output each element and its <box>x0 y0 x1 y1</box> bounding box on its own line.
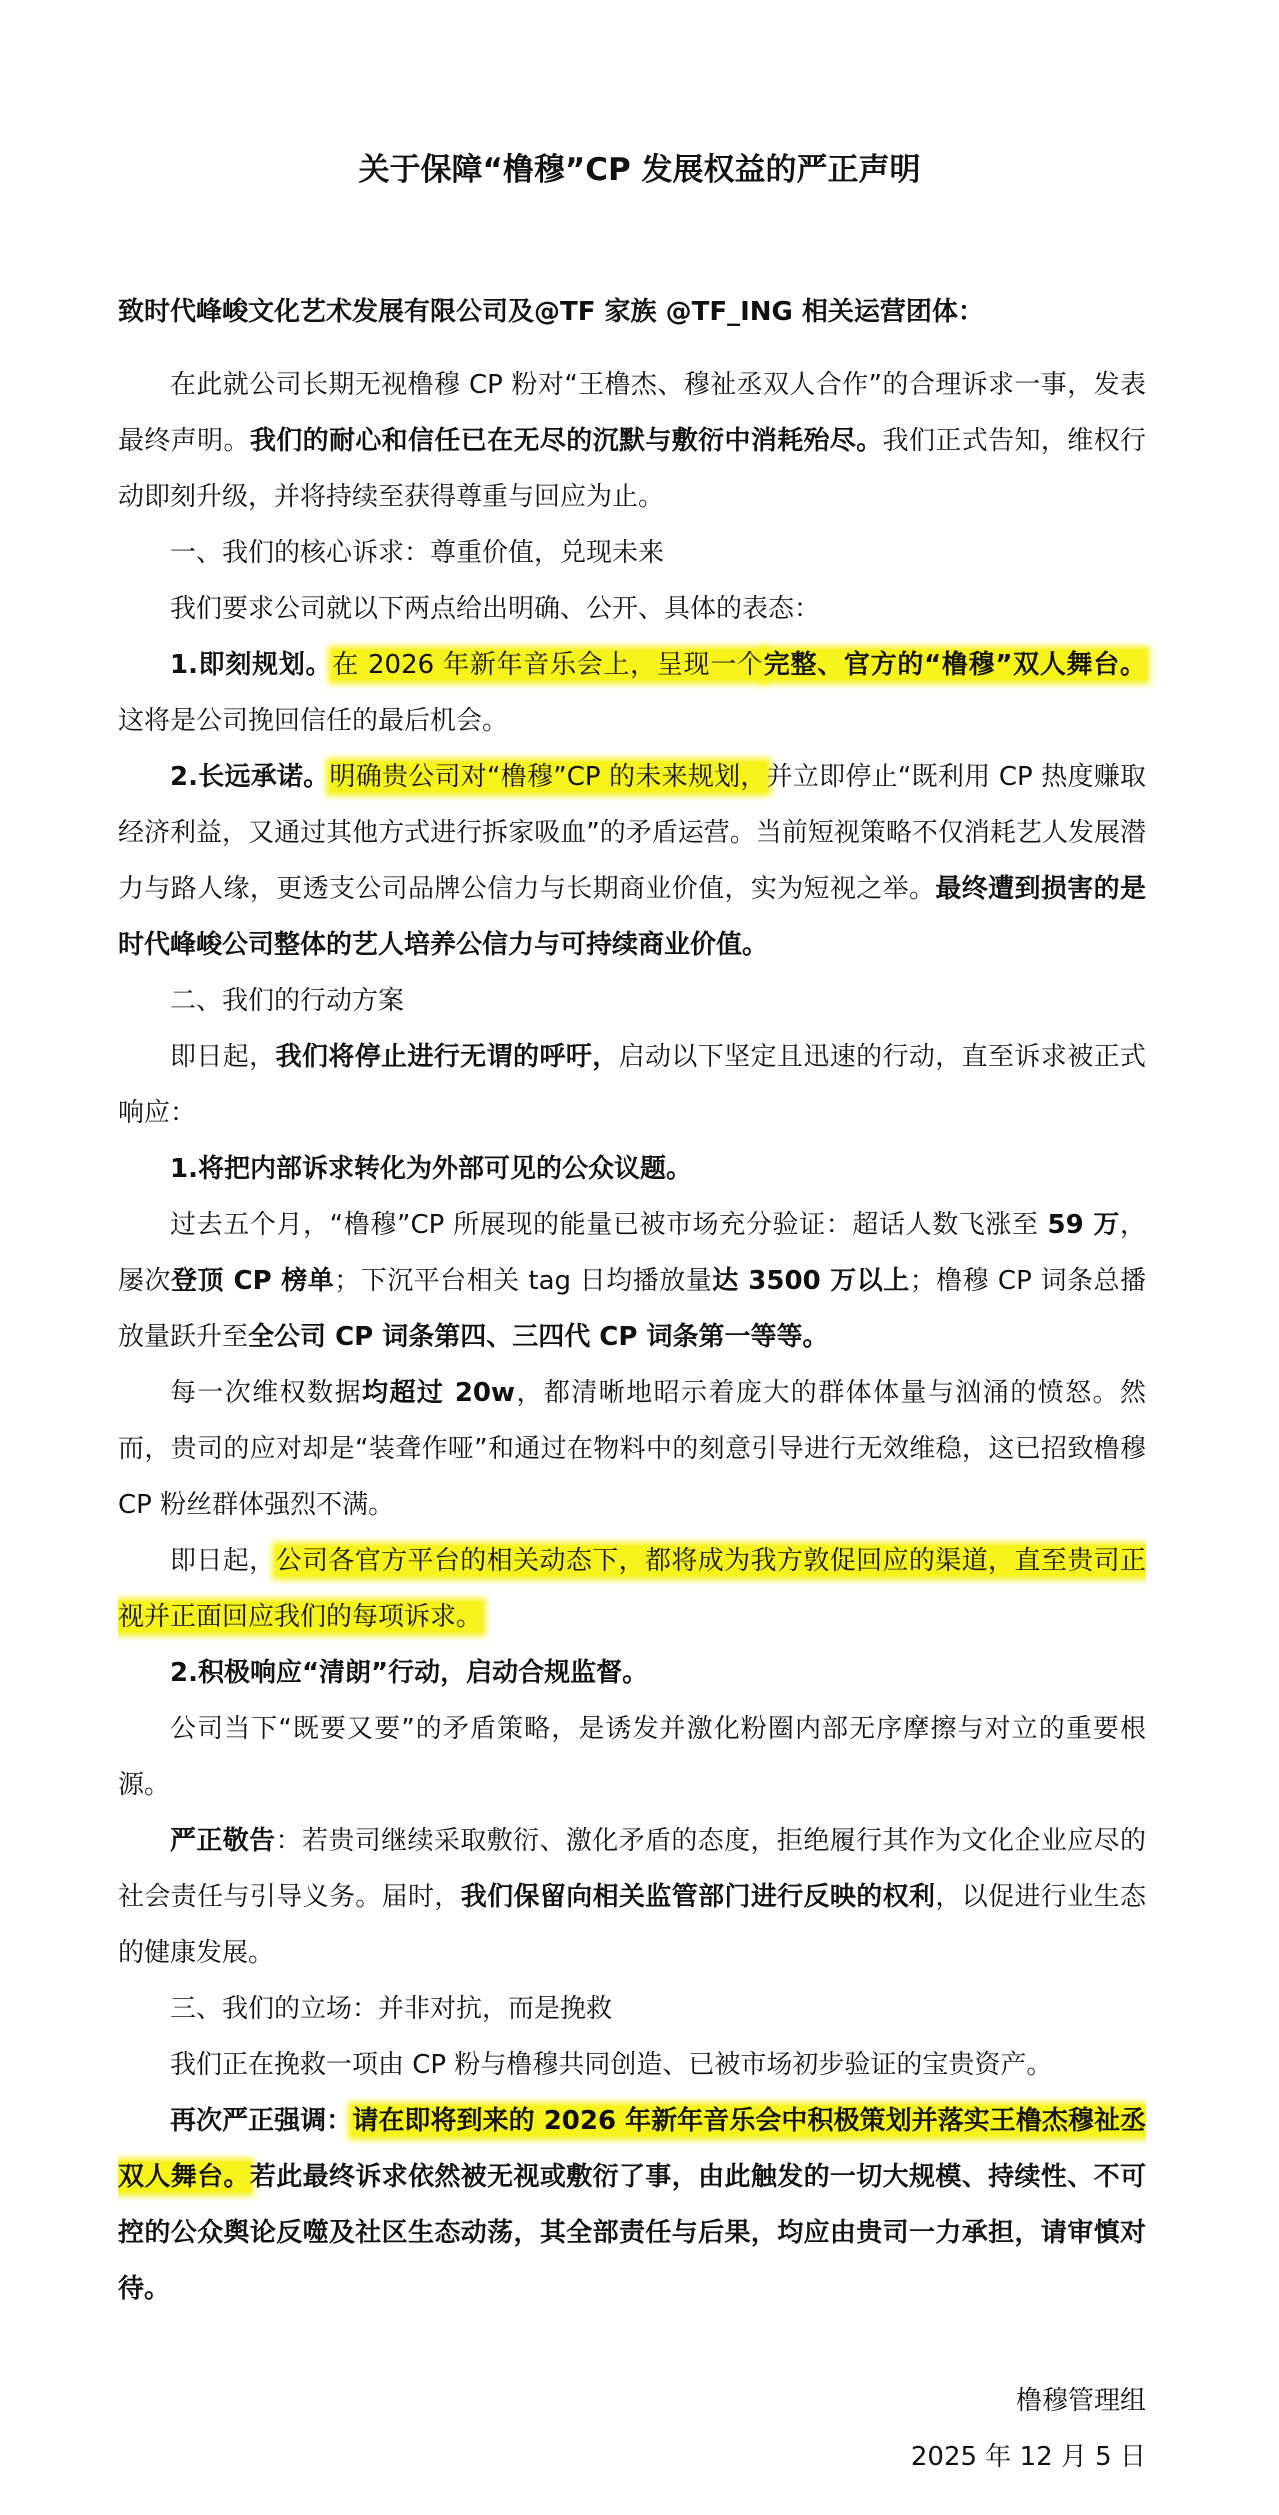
paragraph <box>118 1981 1146 2037</box>
bold-text: 2.长远承诺。 <box>170 762 330 792</box>
text-run: 二、我们的行动方案 <box>170 986 405 1016</box>
text-run: 并立即停止“既利用 CP 热度赚取经济利益，又通过其他方式进行拆家吸血”的矛盾运营。当前短视策略不仅消耗艺人发展潜力与路人缘，更透支公司品牌公信力与长期商业价值，实为短视之举。 <box>118 762 1146 904</box>
paragraph <box>118 1701 1146 1813</box>
paragraph-list <box>118 357 1146 2317</box>
paragraph <box>118 1141 1146 1197</box>
highlighted-text: 在 2026 年新年音乐会上，呈现一个 <box>332 650 764 680</box>
text-run: 公司当下“既要又要”的矛盾策略，是诱发并激化粉圈内部无序摩擦与对立的重要根源。 <box>118 1714 1146 1800</box>
highlighted-text: 请在即将到来的 2026 年新年音乐会中积极策划并落实王橹杰穆祉丞双人舞台。 <box>118 2106 1146 2192</box>
bold-text: 1.即刻规划。 <box>170 650 333 680</box>
paragraph <box>118 2037 1146 2093</box>
highlighted-text: 公司各官方平台的相关动态下，都将成为我方敦促回应的渠道，直至贵司正视并正面回应我们的每项诉求。 <box>118 1546 1146 1632</box>
text-run: 我们正式告知，维权行动即刻升级，并将持续至获得尊重与回应为止。 <box>118 426 1146 512</box>
bold-text: 再次严正强调： <box>170 2106 353 2136</box>
bold-text: 1.将把内部诉求转化为外部可见的公众议题。 <box>170 1154 692 1184</box>
paragraph <box>118 581 1146 637</box>
bold-text: 严正敬告 <box>170 1826 276 1856</box>
text-run: ，以促进行业生态的健康发展。 <box>118 1882 1146 1968</box>
paragraph <box>118 1197 1146 1365</box>
paragraph <box>118 2093 1146 2317</box>
text-run: ；橹穆 CP 词条总播放量跃升至 <box>118 1266 1146 1352</box>
text-run: 启动以下坚定且迅速的行动，直至诉求被正式响应： <box>118 1042 1146 1128</box>
salutation: 致时代峰峻文化艺术发展有限公司及@TF 家族 @TF_ING 相关运营团体： <box>118 297 984 327</box>
bold-text: 最终遭到损害的是时代峰峻公司整体的艺人培养公信力与可持续商业价值。 <box>118 874 1146 960</box>
bold-text: 均超过 20w <box>362 1378 516 1408</box>
text-run: 即日起， <box>170 1546 276 1576</box>
text-run: 每一次维权数据 <box>170 1378 363 1408</box>
text-run: 三、我们的立场：并非对抗，而是挽救 <box>170 1994 613 2024</box>
text-run: ；下沉平台相关 tag 日均播放量 <box>334 1266 713 1296</box>
text-run: 即日起， <box>170 1042 276 1072</box>
bold-text: 我们保留向相关监管部门进行反映的权利 <box>460 1882 936 1912</box>
highlighted-text: 完整、官方的“橹穆”双人舞台。 <box>763 650 1146 680</box>
document-body <box>118 284 1146 2515</box>
paragraph <box>118 1645 1146 1701</box>
paragraph <box>118 1533 1146 1645</box>
bold-text: 登顶 CP 榜单 <box>171 1266 335 1296</box>
text-run: ：若贵司继续采取敷衍、激化矛盾的态度，拒绝履行其作为文化企业应尽的社会责任与引导义务。届时， <box>118 1826 1146 1912</box>
date: 2025 年 12 月 5 日 <box>910 2442 1146 2472</box>
paragraph <box>118 1813 1146 1981</box>
text-run: 我们正在挽救一项由 CP 粉与橹穆共同创造、已被市场初步验证的宝贵资产。 <box>170 2050 1053 2080</box>
text-run: 过去五个月，“橹穆”CP 所展现的能量已被市场充分验证：超话人数飞涨至 <box>170 1210 1048 1240</box>
paragraph <box>118 357 1146 525</box>
highlighted-text: 明确贵公司对“橹穆”CP 的未来规划， <box>329 762 767 792</box>
text-run: 我们要求公司就以下两点给出明确、公开、具体的表态： <box>170 594 821 624</box>
paragraph <box>118 1029 1146 1141</box>
text-run: 这将是公司挽回信任的最后机会。 <box>118 706 509 736</box>
signature: 橹穆管理组 <box>1015 2386 1146 2416</box>
paragraph <box>118 749 1146 973</box>
text-run: ，都清晰地昭示着庞大的群体体量与汹涌的愤怒。然而，贵司的应对却是“装聋作哑”和通过在物料中的刻意引导进行无效维稳，这已招致橹穆 CP 粉丝群体强烈不满。 <box>118 1378 1146 1520</box>
bold-text: 我们的耐心和信任已在无尽的沉默与敷衍中消耗殆尽。 <box>249 426 883 456</box>
bold-text: 59 万 <box>1047 1210 1120 1240</box>
bold-text: 2.积极响应“清朗”行动，启动合规监督。 <box>170 1658 649 1688</box>
paragraph <box>118 637 1146 749</box>
paragraph <box>118 525 1146 581</box>
bold-text: 达 3500 万以上 <box>712 1266 910 1296</box>
paragraph <box>118 973 1146 1029</box>
document-title: 关于保障“橹穆”CP 发展权益的严正声明 <box>358 152 921 188</box>
bold-text: 若此最终诉求依然被无视或敷衍了事，由此触发的一切大规模、持续性、不可控的公众舆论反噬及社区生态动荡，其全部责任与后果，均应由贵司一力承担，请审慎对待。 <box>118 2162 1146 2304</box>
text-run: ，屡次 <box>118 1210 1146 1296</box>
paragraph <box>118 1365 1146 1533</box>
bold-text: 全公司 CP 词条第四、三四代 CP 词条第一等等。 <box>248 1322 829 1352</box>
text-run: 在此就公司长期无视橹穆 CP 粉对“王橹杰、穆祉丞双人合作”的合理诉求一事，发表最终声明。 <box>118 370 1146 456</box>
bold-text: 我们将停止进行无谓的呼吁， <box>275 1042 619 1072</box>
text-run: 一、我们的核心诉求：尊重价值，兑现未来 <box>170 538 665 568</box>
